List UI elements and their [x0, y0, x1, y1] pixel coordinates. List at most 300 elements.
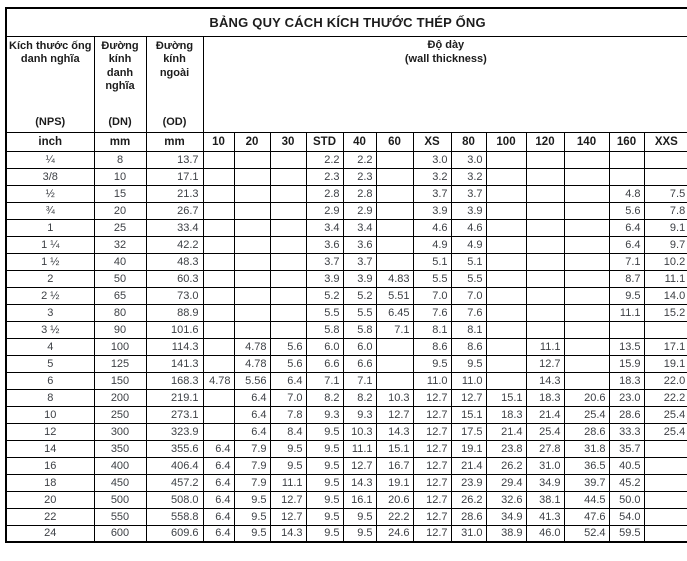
dn-cell: 90: [94, 321, 146, 338]
table-row: [6, 219, 687, 236]
thickness-cell: [486, 202, 526, 219]
table-row: [6, 253, 687, 270]
thickness-cell: [270, 321, 306, 338]
od-cell: 73.0: [146, 287, 203, 304]
od-cell: 457.2: [146, 474, 203, 491]
schedule-header-80: 80: [451, 132, 486, 151]
thickness-cell: [376, 372, 413, 389]
thickness-cell: 7.1: [306, 372, 343, 389]
od-cell: 273.1: [146, 406, 203, 423]
thickness-cell: [203, 168, 234, 185]
dn-cell: 450: [94, 474, 146, 491]
schedule-header-xxs: XXS: [644, 132, 687, 151]
thickness-cell: [526, 321, 564, 338]
thickness-cell: 21.4: [486, 423, 526, 440]
thickness-cell: 22.2: [644, 389, 687, 406]
thickness-cell: [270, 236, 306, 253]
thickness-cell: 2.8: [306, 185, 343, 202]
nps-cell: 10: [6, 406, 94, 423]
thickness-cell: 35.7: [609, 440, 644, 457]
thickness-cell: [203, 355, 234, 372]
schedule-header-160: 160: [609, 132, 644, 151]
thickness-cell: 34.9: [526, 474, 564, 491]
thickness-cell: [203, 304, 234, 321]
thickness-cell: [526, 287, 564, 304]
thickness-cell: 3.7: [343, 253, 376, 270]
thickness-cell: 12.7: [413, 508, 451, 525]
od-cell: 42.2: [146, 236, 203, 253]
thickness-cell: 11.1: [343, 440, 376, 457]
thickness-cell: [203, 389, 234, 406]
thickness-cell: 6.4: [203, 440, 234, 457]
thickness-cell: 9.7: [644, 236, 687, 253]
thickness-cell: 45.2: [609, 474, 644, 491]
thickness-cell: [486, 151, 526, 168]
thickness-cell: 29.4: [486, 474, 526, 491]
thickness-cell: 23.9: [451, 474, 486, 491]
thickness-cell: 20.6: [376, 491, 413, 508]
table-row: [6, 151, 687, 168]
thickness-cell: 12.7: [270, 491, 306, 508]
table-row: [6, 508, 687, 525]
table-row: [6, 270, 687, 287]
thickness-cell: [564, 236, 609, 253]
thickness-cell: 6.4: [234, 406, 270, 423]
table-title: BẢNG QUY CÁCH KÍCH THƯỚC THÉP ỐNG: [6, 8, 687, 36]
thickness-cell: 12.7: [270, 508, 306, 525]
thickness-cell: [486, 236, 526, 253]
nps-cell: 3: [6, 304, 94, 321]
thickness-cell: [486, 372, 526, 389]
thickness-cell: 8.1: [413, 321, 451, 338]
thickness-cell: 9.5: [234, 525, 270, 542]
spec-table: [5, 7, 687, 543]
nps-cell: 1 ½: [6, 253, 94, 270]
thickness-cell: 3.0: [451, 151, 486, 168]
thickness-cell: 3.9: [306, 270, 343, 287]
thickness-cell: 7.8: [644, 202, 687, 219]
od-cell: 141.3: [146, 355, 203, 372]
thickness-cell: [564, 287, 609, 304]
thickness-cell: 9.5: [306, 508, 343, 525]
thickness-cell: 36.5: [564, 457, 609, 474]
thickness-cell: 12.7: [413, 423, 451, 440]
dn-cell: 15: [94, 185, 146, 202]
od-cell: 21.3: [146, 185, 203, 202]
thickness-cell: 8.6: [413, 338, 451, 355]
thickness-cell: 14.3: [376, 423, 413, 440]
thickness-cell: 2.3: [343, 168, 376, 185]
thickness-cell: [376, 236, 413, 253]
schedule-header-std: STD: [306, 132, 343, 151]
thickness-cell: 34.9: [486, 508, 526, 525]
thickness-cell: 9.5: [234, 508, 270, 525]
schedule-header-30: 30: [270, 132, 306, 151]
thickness-cell: 9.3: [306, 406, 343, 423]
thickness-cell: [486, 168, 526, 185]
nps-cell: 16: [6, 457, 94, 474]
thickness-cell: 6.4: [609, 219, 644, 236]
thickness-cell: 10.3: [343, 423, 376, 440]
thickness-cell: 3.6: [343, 236, 376, 253]
thickness-cell: 7.5: [644, 185, 687, 202]
thickness-cell: 11.1: [644, 270, 687, 287]
thickness-cell: 7.9: [234, 457, 270, 474]
header-od-abbr: (OD): [162, 116, 187, 128]
thickness-cell: 14.3: [270, 525, 306, 542]
od-cell: 609.6: [146, 525, 203, 542]
dn-cell: 300: [94, 423, 146, 440]
thickness-cell: 59.5: [609, 525, 644, 542]
thickness-cell: 3.9: [451, 202, 486, 219]
thickness-cell: 21.4: [526, 406, 564, 423]
thickness-cell: [270, 287, 306, 304]
thickness-cell: [644, 457, 687, 474]
thickness-cell: 6.6: [306, 355, 343, 372]
thickness-cell: 11.0: [413, 372, 451, 389]
thickness-cell: 6.4: [203, 525, 234, 542]
thickness-cell: 25.4: [644, 423, 687, 440]
thickness-cell: 12.7: [413, 525, 451, 542]
nps-cell: 3 ½: [6, 321, 94, 338]
od-cell: 219.1: [146, 389, 203, 406]
thickness-cell: [564, 185, 609, 202]
thickness-cell: 28.6: [609, 406, 644, 423]
thickness-cell: [644, 321, 687, 338]
thickness-cell: 3.4: [343, 219, 376, 236]
thickness-cell: [644, 491, 687, 508]
dn-cell: 8: [94, 151, 146, 168]
nps-cell: 2: [6, 270, 94, 287]
thickness-cell: [564, 219, 609, 236]
thickness-cell: 6.4: [270, 372, 306, 389]
schedule-header-10: 10: [203, 132, 234, 151]
thickness-cell: 8.2: [343, 389, 376, 406]
thickness-cell: 7.1: [609, 253, 644, 270]
thickness-cell: 19.1: [644, 355, 687, 372]
thickness-cell: 12.7: [413, 406, 451, 423]
header-dn-abbr: (DN): [108, 116, 132, 128]
thickness-cell: 7.9: [234, 474, 270, 491]
thickness-cell: 31.8: [564, 440, 609, 457]
thickness-cell: 9.5: [306, 440, 343, 457]
thickness-cell: 8.2: [306, 389, 343, 406]
od-cell: 88.9: [146, 304, 203, 321]
thickness-cell: 25.4: [564, 406, 609, 423]
thickness-cell: 23.0: [609, 389, 644, 406]
thickness-cell: 7.8: [270, 406, 306, 423]
table-row: [6, 474, 687, 491]
nps-cell: ¾: [6, 202, 94, 219]
od-cell: 508.0: [146, 491, 203, 508]
table-row: [6, 406, 687, 423]
thickness-cell: 4.8: [609, 185, 644, 202]
thickness-cell: 4.6: [451, 219, 486, 236]
thickness-cell: [564, 355, 609, 372]
thickness-cell: 7.0: [270, 389, 306, 406]
thickness-cell: [486, 270, 526, 287]
header-od-label: Đường kính ngoài: [155, 39, 194, 79]
thickness-cell: [609, 168, 644, 185]
thickness-cell: [526, 270, 564, 287]
thickness-cell: [644, 508, 687, 525]
thickness-cell: 18.3: [609, 372, 644, 389]
thickness-cell: 2.8: [343, 185, 376, 202]
thickness-cell: [376, 151, 413, 168]
thickness-cell: 3.2: [413, 168, 451, 185]
dn-cell: 400: [94, 457, 146, 474]
thickness-cell: 26.2: [486, 457, 526, 474]
thickness-cell: 2.2: [343, 151, 376, 168]
thickness-cell: [270, 202, 306, 219]
thickness-cell: [234, 168, 270, 185]
dn-cell: 25: [94, 219, 146, 236]
thickness-cell: 38.9: [486, 525, 526, 542]
thickness-cell: [203, 219, 234, 236]
thickness-cell: 8.7: [609, 270, 644, 287]
thickness-cell: 23.8: [486, 440, 526, 457]
thickness-cell: 3.6: [306, 236, 343, 253]
thickness-cell: 6.0: [343, 338, 376, 355]
schedule-header-xs: XS: [413, 132, 451, 151]
thickness-cell: 5.6: [270, 338, 306, 355]
thickness-cell: 12.7: [376, 406, 413, 423]
table-body: [6, 151, 687, 542]
table-row: [6, 457, 687, 474]
dn-cell: 200: [94, 389, 146, 406]
thickness-cell: 22.2: [376, 508, 413, 525]
table-row: [6, 304, 687, 321]
thickness-cell: 7.6: [413, 304, 451, 321]
thickness-cell: 7.6: [451, 304, 486, 321]
header-dn: [94, 36, 146, 132]
thickness-cell: [486, 338, 526, 355]
thickness-cell: [376, 338, 413, 355]
nps-cell: ¼: [6, 151, 94, 168]
thickness-cell: 14.0: [644, 287, 687, 304]
thickness-cell: 6.4: [234, 423, 270, 440]
thickness-cell: 6.45: [376, 304, 413, 321]
thickness-cell: [270, 270, 306, 287]
dn-cell: 250: [94, 406, 146, 423]
thickness-cell: 12.7: [526, 355, 564, 372]
thickness-cell: 11.0: [451, 372, 486, 389]
thickness-cell: 2.9: [343, 202, 376, 219]
thickness-cell: [486, 219, 526, 236]
thickness-cell: [203, 270, 234, 287]
nps-cell: 6: [6, 372, 94, 389]
thickness-cell: 12.7: [413, 457, 451, 474]
unit-dn: mm: [94, 132, 146, 151]
header-row: [6, 36, 687, 132]
thickness-cell: 12.7: [451, 389, 486, 406]
thickness-cell: 4.78: [203, 372, 234, 389]
thickness-cell: 9.5: [609, 287, 644, 304]
thickness-cell: 12.7: [413, 474, 451, 491]
od-cell: 13.7: [146, 151, 203, 168]
thickness-cell: 17.1: [644, 338, 687, 355]
thickness-cell: 6.4: [203, 457, 234, 474]
thickness-cell: 38.1: [526, 491, 564, 508]
thickness-cell: [526, 219, 564, 236]
thickness-cell: 19.1: [376, 474, 413, 491]
thickness-cell: 44.5: [564, 491, 609, 508]
thickness-cell: [270, 185, 306, 202]
thickness-cell: [376, 185, 413, 202]
thickness-cell: [234, 270, 270, 287]
thickness-cell: 15.1: [376, 440, 413, 457]
thickness-cell: 15.2: [644, 304, 687, 321]
thickness-cell: 32.6: [486, 491, 526, 508]
thickness-cell: 7.1: [376, 321, 413, 338]
thickness-cell: 5.56: [234, 372, 270, 389]
thickness-cell: [234, 253, 270, 270]
thickness-cell: [644, 168, 687, 185]
dn-cell: 100: [94, 338, 146, 355]
thickness-cell: 5.5: [343, 304, 376, 321]
thickness-cell: 11.1: [270, 474, 306, 491]
nps-cell: 14: [6, 440, 94, 457]
thickness-cell: 28.6: [451, 508, 486, 525]
thickness-cell: [564, 321, 609, 338]
thickness-sublabel: (wall thickness): [404, 52, 487, 65]
thickness-cell: [203, 202, 234, 219]
schedule-header-120: 120: [526, 132, 564, 151]
thickness-cell: 25.4: [644, 406, 687, 423]
thickness-cell: [270, 304, 306, 321]
thickness-cell: [203, 321, 234, 338]
thickness-cell: [486, 185, 526, 202]
thickness-cell: [234, 219, 270, 236]
dn-cell: 500: [94, 491, 146, 508]
od-cell: 60.3: [146, 270, 203, 287]
thickness-cell: 31.0: [451, 525, 486, 542]
thickness-cell: [564, 151, 609, 168]
thickness-cell: 11.1: [526, 338, 564, 355]
thickness-cell: 10.3: [376, 389, 413, 406]
od-cell: 48.3: [146, 253, 203, 270]
thickness-cell: [564, 202, 609, 219]
table-row: [6, 355, 687, 372]
thickness-cell: [564, 270, 609, 287]
thickness-cell: 15.9: [609, 355, 644, 372]
thickness-cell: [203, 287, 234, 304]
thickness-cell: 5.6: [270, 355, 306, 372]
thickness-cell: [644, 525, 687, 542]
thickness-cell: [203, 253, 234, 270]
thickness-cell: [234, 304, 270, 321]
table-row: [6, 168, 687, 185]
thickness-cell: 33.3: [609, 423, 644, 440]
thickness-cell: 9.5: [306, 457, 343, 474]
table-row: [6, 525, 687, 542]
dn-cell: 600: [94, 525, 146, 542]
schedule-header-140: 140: [564, 132, 609, 151]
thickness-cell: 11.1: [609, 304, 644, 321]
thickness-cell: [609, 321, 644, 338]
thickness-cell: 9.5: [306, 474, 343, 491]
thickness-cell: 16.7: [376, 457, 413, 474]
dn-cell: 150: [94, 372, 146, 389]
dn-cell: 65: [94, 287, 146, 304]
thickness-cell: 52.4: [564, 525, 609, 542]
header-od: [146, 36, 203, 132]
thickness-cell: 3.0: [413, 151, 451, 168]
thickness-cell: [526, 202, 564, 219]
thickness-cell: 4.78: [234, 338, 270, 355]
schedule-header-60: 60: [376, 132, 413, 151]
nps-cell: 2 ½: [6, 287, 94, 304]
thickness-cell: [270, 253, 306, 270]
thickness-cell: [486, 355, 526, 372]
thickness-cell: 9.5: [343, 525, 376, 542]
thickness-cell: 3.9: [343, 270, 376, 287]
thickness-cell: 9.5: [306, 423, 343, 440]
thickness-cell: 3.2: [451, 168, 486, 185]
dn-cell: 40: [94, 253, 146, 270]
nps-cell: 20: [6, 491, 94, 508]
dn-cell: 80: [94, 304, 146, 321]
table-row: [6, 287, 687, 304]
od-cell: 17.1: [146, 168, 203, 185]
thickness-cell: [486, 253, 526, 270]
od-cell: 168.3: [146, 372, 203, 389]
od-cell: 114.3: [146, 338, 203, 355]
thickness-cell: 9.5: [234, 491, 270, 508]
thickness-cell: 12.7: [413, 389, 451, 406]
thickness-cell: [526, 304, 564, 321]
schedule-header-20: 20: [234, 132, 270, 151]
unit-schedule-row: [6, 132, 687, 151]
thickness-cell: [564, 253, 609, 270]
thickness-cell: [203, 338, 234, 355]
thickness-cell: 50.0: [609, 491, 644, 508]
table-row: [6, 185, 687, 202]
header-dn-label: Đường kính danh nghĩa: [101, 39, 139, 92]
nps-cell: ½: [6, 185, 94, 202]
thickness-cell: 13.5: [609, 338, 644, 355]
thickness-cell: 4.6: [413, 219, 451, 236]
thickness-cell: [270, 219, 306, 236]
thickness-cell: 54.0: [609, 508, 644, 525]
table-row: [6, 202, 687, 219]
thickness-cell: [644, 474, 687, 491]
schedule-header-100: 100: [486, 132, 526, 151]
thickness-cell: 25.4: [526, 423, 564, 440]
thickness-cell: 12.7: [413, 491, 451, 508]
thickness-cell: 17.5: [451, 423, 486, 440]
dn-cell: 50: [94, 270, 146, 287]
thickness-cell: 14.3: [526, 372, 564, 389]
thickness-cell: 47.6: [564, 508, 609, 525]
thickness-cell: 8.4: [270, 423, 306, 440]
od-cell: 101.6: [146, 321, 203, 338]
thickness-cell: 41.3: [526, 508, 564, 525]
thickness-cell: 9.1: [644, 219, 687, 236]
thickness-cell: 9.5: [270, 440, 306, 457]
thickness-cell: 4.9: [451, 236, 486, 253]
header-thickness: [203, 36, 687, 132]
table-row: [6, 236, 687, 253]
thickness-cell: 3.7: [451, 185, 486, 202]
thickness-cell: [203, 236, 234, 253]
thickness-cell: 15.1: [486, 389, 526, 406]
thickness-cell: 2.9: [306, 202, 343, 219]
thickness-cell: [644, 151, 687, 168]
dn-cell: 32: [94, 236, 146, 253]
thickness-cell: 7.1: [343, 372, 376, 389]
thickness-cell: 31.0: [526, 457, 564, 474]
